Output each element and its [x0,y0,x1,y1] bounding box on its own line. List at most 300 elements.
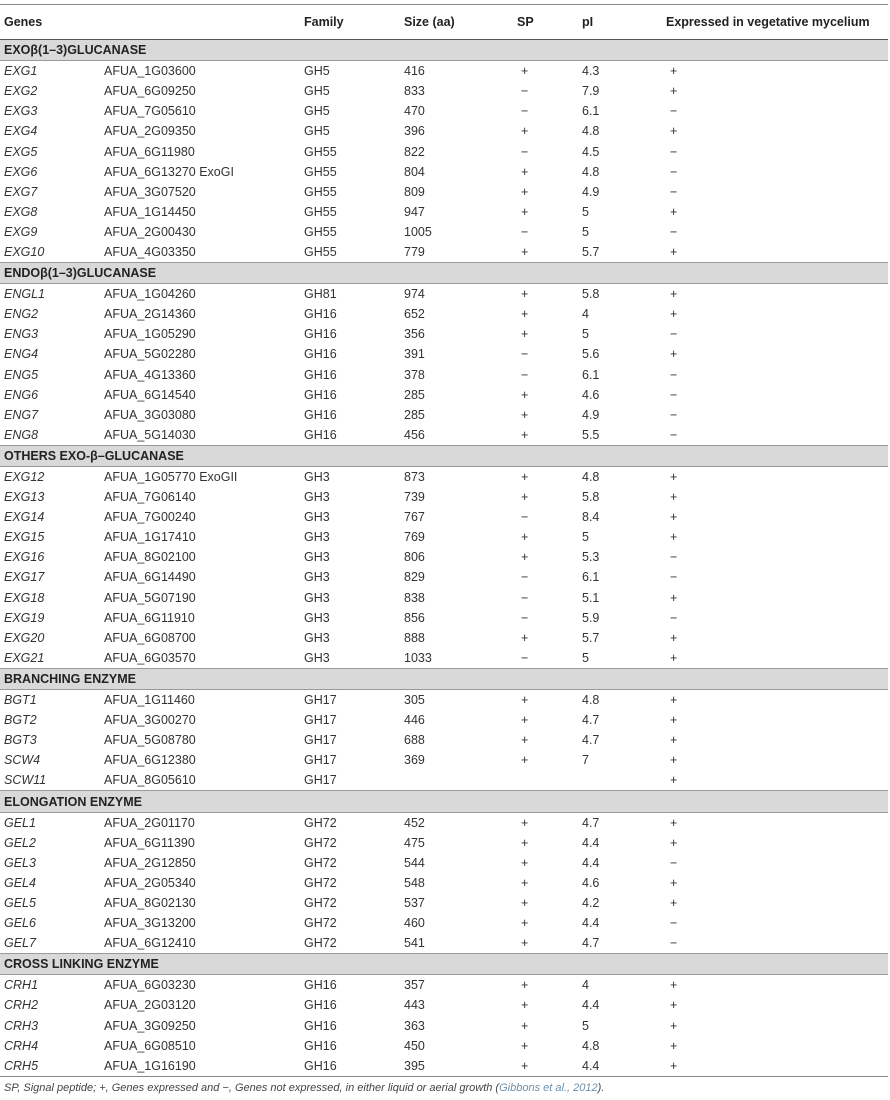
gene-family: GH16 [304,387,337,402]
gene-name: EXG14 [4,510,45,525]
gene-pi: 4.4 [582,916,600,931]
table-row [0,690,888,711]
header-size: Size (aa) [400,5,513,40]
gene-pi: 7 [582,753,589,768]
gene-locus: AFUA_3G09250 [104,1018,196,1033]
gene-size: 888 [404,630,425,645]
gene-family: GH3 [304,470,330,485]
gene-pi: 5.7 [582,630,600,645]
gene-name: EXG4 [4,124,38,139]
gene-sp: + [521,550,529,565]
gene-expressed: − [670,936,678,951]
gene-family: GH16 [304,998,337,1013]
gene-family: GH72 [304,815,337,830]
gene-name: EXG15 [4,530,45,545]
gene-locus: AFUA_6G14490 [104,570,196,585]
gene-family: GH72 [304,916,337,931]
table-row [0,608,888,628]
gene-expressed: + [670,753,678,768]
gene-name: GEL1 [4,815,36,830]
gene-locus: AFUA_3G00270 [104,713,196,728]
gene-size: 548 [404,875,425,890]
gene-sp: − [521,144,529,159]
gene-name: CRH4 [4,1038,39,1053]
table-row [0,61,888,82]
gene-expressed: + [670,307,678,322]
gene-size: 833 [404,84,425,99]
gene-size: 369 [404,753,425,768]
gene-size: 396 [404,124,425,139]
gene-size: 357 [404,978,425,993]
gene-family: GH3 [304,490,330,505]
gene-pi: 5.3 [582,550,600,565]
gene-size: 305 [404,693,425,708]
gene-family: GH16 [304,427,337,442]
gene-name: ENG2 [4,307,39,322]
gene-size: 822 [404,144,425,159]
gene-sp: + [521,427,529,442]
gene-expressed: + [670,530,678,545]
gene-size: 475 [404,835,425,850]
table-row [0,995,888,1015]
gene-size: 452 [404,815,425,830]
gene-family: GH16 [300,1056,400,1077]
gene-family: GH72 [304,855,337,870]
gene-size: 456 [404,427,425,442]
gene-sp: + [521,64,529,79]
gene-pi: 5 [582,530,589,545]
gene-expressed: + [670,204,678,219]
table-row [0,182,888,202]
section-title: OTHERS EXO-β–GLUCANASE [0,445,888,466]
gene-name: EXG19 [4,610,45,625]
gene-sp: + [521,693,529,708]
gene-size: 356 [404,327,425,342]
gene-pi: 7.9 [582,84,600,99]
gene-locus: AFUA_2G03120 [104,998,196,1013]
gene-name: BGT2 [4,713,37,728]
gene-pi: 4.6 [582,387,600,402]
gene-size: 739 [404,490,425,505]
gene-expressed: + [670,713,678,728]
gene-locus: AFUA_6G08700 [104,630,196,645]
section-title: ELONGATION ENZYME [0,791,888,812]
gene-name: EXG9 [4,224,38,239]
gene-locus: AFUA_6G11980 [104,144,195,159]
table-row [0,730,888,750]
gene-pi: 5.8 [582,490,600,505]
gene-size: 806 [404,550,425,565]
gene-name: EXG2 [4,84,38,99]
gene-name: CRH5 [0,1056,100,1077]
table-row [0,547,888,567]
gene-locus: AFUA_7G00240 [104,510,196,525]
table-row [0,628,888,648]
gene-pi: 4.7 [582,733,600,748]
gene-family: GH17 [304,693,337,708]
gene-locus: AFUA_4G03350 [104,244,196,259]
gene-sp: + [521,204,529,219]
table-body [0,40,888,1077]
gene-pi: 5.9 [582,610,600,625]
gene-expressed: − [670,610,678,625]
gene-family: GH55 [304,144,337,159]
table-row [0,873,888,893]
gene-family: GH16 [304,978,337,993]
gene-locus: AFUA_6G09250 [104,84,196,99]
gene-sp: − [521,590,529,605]
gene-sp: + [521,753,529,768]
gene-locus: AFUA_1G05770 ExoGII [104,470,238,485]
gene-expressed: + [670,895,678,910]
gene-size [400,770,513,791]
table-row [0,812,888,833]
gene-pi: 5.7 [582,244,600,259]
gene-name: CRH1 [4,978,39,993]
gene-pi: 8.4 [582,510,600,525]
gene-expressed: − [670,144,678,159]
gene-expressed: − [670,916,678,931]
table-container [0,4,888,1077]
gene-sp: − [521,104,529,119]
table-row [0,833,888,853]
gene-pi: 4 [582,978,589,993]
gene-locus: AFUA_5G14030 [104,427,196,442]
section-title: EXOβ(1–3)GLUCANASE [0,40,888,61]
gene-pi: 5.8 [582,287,600,302]
gene-family: GH16 [304,1038,337,1053]
section-header-row [0,791,888,812]
table-row [0,81,888,101]
gene-pi: 4.4 [582,855,600,870]
gene-name: EXG8 [4,204,38,219]
gene-pi: 4.5 [582,144,600,159]
gene-expressed: + [670,815,678,830]
gene-pi: 4.6 [582,875,600,890]
table-row [0,770,888,791]
gene-locus: AFUA_1G14450 [104,204,196,219]
gene-size: 1033 [404,650,432,665]
gene-family: GH16 [304,367,337,382]
table-row [0,466,888,487]
table-row [0,385,888,405]
footnote-citation-link[interactable]: Gibbons et al., 2012 [499,1082,598,1094]
section-title: CROSS LINKING ENZYME [0,954,888,975]
gene-expressed: + [670,835,678,850]
gene-pi: 4.8 [582,470,600,485]
gene-expressed: + [670,1018,678,1033]
gene-pi: 4.4 [582,835,600,850]
gene-size: 652 [404,307,425,322]
gene-pi [578,770,662,791]
gene-sp: − [521,367,529,382]
gene-sp: + [521,936,529,951]
gene-locus: AFUA_2G01170 [104,815,195,830]
gene-size: 769 [404,530,425,545]
gene-pi: 5.5 [582,427,600,442]
gene-family: GH3 [304,590,330,605]
gene-locus: AFUA_8G02100 [104,550,196,565]
table-row [0,648,888,669]
table-row [0,425,888,446]
gene-family: GH3 [304,630,330,645]
gene-expressed: + [670,84,678,99]
gene-expressed: − [670,570,678,585]
table-row [0,975,888,996]
gene-size: 804 [404,164,425,179]
table-row [0,202,888,222]
gene-name: EXG6 [4,164,38,179]
gene-pi: 4.7 [582,713,600,728]
gene-name: ENG4 [4,347,39,362]
gene-locus: AFUA_6G08510 [104,1038,196,1053]
gene-family: GH17 [304,753,337,768]
gene-locus: AFUA_5G08780 [104,733,196,748]
footnote [4,1082,604,1094]
gene-pi: 5 [582,327,589,342]
gene-size: 416 [404,64,425,79]
section-header-row [0,668,888,689]
gene-sp: + [521,998,529,1013]
gene-sp: + [521,713,529,728]
gene-size: 838 [404,590,425,605]
gene-expressed: + [670,287,678,302]
table-row [0,527,888,547]
gene-expressed: + [670,490,678,505]
gene-name: EXG3 [4,104,38,119]
gene-pi: 4.2 [582,895,600,910]
gene-expressed: − [670,427,678,442]
table-row [0,162,888,182]
table-row [0,304,888,324]
gene-locus: AFUA_7G05610 [104,104,196,119]
gene-family: GH17 [304,733,337,748]
gene-sp: + [521,287,529,302]
gene-family: GH17 [304,713,337,728]
table-row [0,405,888,425]
gene-size: 541 [404,936,425,951]
gene-locus: AFUA_2G12850 [104,855,196,870]
gene-name: SCW11 [4,773,47,788]
gene-sp: + [521,1018,529,1033]
gene-size: 809 [404,184,425,199]
gene-size: 947 [404,204,425,219]
gene-pi: 4.3 [582,64,600,79]
gene-locus: AFUA_6G14540 [104,387,196,402]
gene-name: EXG12 [4,470,45,485]
header-sp: SP [513,5,578,40]
gene-size: 537 [404,895,425,910]
gene-locus: AFUA_2G09350 [104,124,196,139]
gene-name: EXG18 [4,590,45,605]
gene-size: 544 [404,855,425,870]
section-header-row [0,263,888,284]
gene-sp: + [521,530,529,545]
gene-expressed: − [670,387,678,402]
gene-family: GH55 [304,164,337,179]
header-genes: Genes [0,5,300,40]
gene-sp: + [521,327,529,342]
gene-sp: − [521,610,529,625]
gene-pi: 5 [582,204,589,219]
gene-expressed: + [670,693,678,708]
table-row [0,487,888,507]
gene-pi: 6.1 [582,367,600,382]
gene-expressed: + [670,347,678,362]
gene-locus: AFUA_1G05290 [104,327,196,342]
gene-locus: AFUA_1G17410 [104,530,196,545]
gene-name: EXG5 [4,144,38,159]
gene-name: EXG21 [4,650,45,665]
gene-pi: 4.8 [582,693,600,708]
header-row [0,5,888,40]
gene-family: GH5 [304,104,330,119]
gene-name: ENGL1 [4,287,45,302]
gene-sp: + [521,124,529,139]
table-row [0,1036,888,1056]
gene-expressed: + [670,1038,678,1053]
table-row [0,242,888,263]
gene-locus: AFUA_2G00430 [104,224,196,239]
gene-name: EXG1 [4,64,38,79]
gene-expressed: + [670,124,678,139]
table-row [0,710,888,730]
gene-sp: + [521,875,529,890]
gene-sp: + [521,244,529,259]
gene-size: 378 [404,367,425,382]
gene-name: BGT1 [4,693,37,708]
gene-expressed: + [670,773,678,788]
gene-pi: 6.1 [582,104,600,119]
gene-locus: AFUA_7G06140 [104,490,196,505]
gene-locus: AFUA_6G11390 [104,835,195,850]
gene-locus: AFUA_2G14360 [104,307,196,322]
glucanase-table [0,4,888,1077]
gene-size: 767 [404,510,425,525]
table-row [0,1056,888,1077]
gene-expressed: − [670,224,678,239]
table-row [0,121,888,141]
gene-sp: − [521,650,529,665]
gene-name: EXG16 [4,550,45,565]
gene-family: GH3 [304,570,330,585]
gene-sp: + [521,855,529,870]
table-row [0,284,888,305]
gene-pi: 4.9 [582,407,600,422]
table-row [0,222,888,242]
gene-family: GH72 [304,835,337,850]
table-row [0,588,888,608]
gene-name: ENG3 [4,327,39,342]
gene-sp: − [521,84,529,99]
gene-name: ENG5 [4,367,39,382]
gene-size: 450 [404,1038,425,1053]
gene-name: GEL7 [4,936,36,951]
gene-locus: AFUA_5G02280 [104,347,196,362]
gene-locus: AFUA_8G05610 [104,773,196,788]
gene-sp: + [521,307,529,322]
gene-sp: + [521,733,529,748]
gene-sp: + [521,630,529,645]
table-row [0,324,888,344]
gene-locus: AFUA_4G13360 [104,367,196,382]
gene-expressed: − [670,184,678,199]
gene-expressed: + [662,1056,888,1077]
gene-size: 395 [400,1056,513,1077]
gene-expressed: − [670,550,678,565]
table-row [0,853,888,873]
gene-name: ENG8 [4,427,39,442]
gene-size: 363 [404,1018,425,1033]
gene-locus: AFUA_3G03080 [104,407,196,422]
gene-size: 1005 [404,224,432,239]
gene-family: GH3 [304,530,330,545]
gene-pi: 5 [582,1018,589,1033]
gene-family: GH55 [304,204,337,219]
table-row [0,750,888,770]
table-row [0,101,888,121]
gene-expressed: + [670,590,678,605]
table-row [0,141,888,161]
gene-name: EXG13 [4,490,45,505]
gene-family: GH5 [304,124,330,139]
gene-sp: + [521,815,529,830]
gene-sp: + [521,470,529,485]
gene-family: GH16 [304,307,337,322]
gene-name: EXG7 [4,184,38,199]
gene-family: GH16 [304,327,337,342]
gene-family: GH16 [304,407,337,422]
gene-sp: + [521,184,529,199]
gene-expressed: − [670,407,678,422]
gene-sp: − [521,347,529,362]
gene-pi: 6.1 [582,570,600,585]
gene-locus: AFUA_6G11910 [104,610,195,625]
gene-expressed: − [670,104,678,119]
gene-name: GEL2 [4,835,36,850]
gene-pi: 4.8 [582,124,600,139]
table-row [0,365,888,385]
gene-pi: 4.8 [582,1038,600,1053]
gene-pi: 4.4 [578,1056,662,1077]
gene-family: GH72 [304,936,337,951]
gene-pi: 5.6 [582,347,600,362]
gene-expressed: + [670,630,678,645]
gene-expressed: + [670,64,678,79]
gene-name: GEL3 [4,855,36,870]
gene-name: ENG6 [4,387,39,402]
table-row [0,1016,888,1036]
gene-sp: − [521,510,529,525]
gene-pi: 4.8 [582,164,600,179]
table-row [0,913,888,933]
gene-family: GH3 [304,610,330,625]
gene-locus: AFUA_6G03570 [104,650,196,665]
gene-pi: 5.1 [582,590,600,605]
gene-expressed: + [670,998,678,1013]
gene-pi: 4.4 [582,998,600,1013]
gene-family: GH55 [304,224,337,239]
gene-pi: 4 [582,307,589,322]
gene-locus: AFUA_5G07190 [104,590,196,605]
gene-sp: − [521,224,529,239]
gene-expressed: + [670,650,678,665]
gene-pi: 4.7 [582,936,600,951]
gene-expressed: + [670,470,678,485]
gene-locus: AFUA_8G02130 [104,895,196,910]
gene-size: 446 [404,713,425,728]
gene-pi: 4.9 [582,184,600,199]
